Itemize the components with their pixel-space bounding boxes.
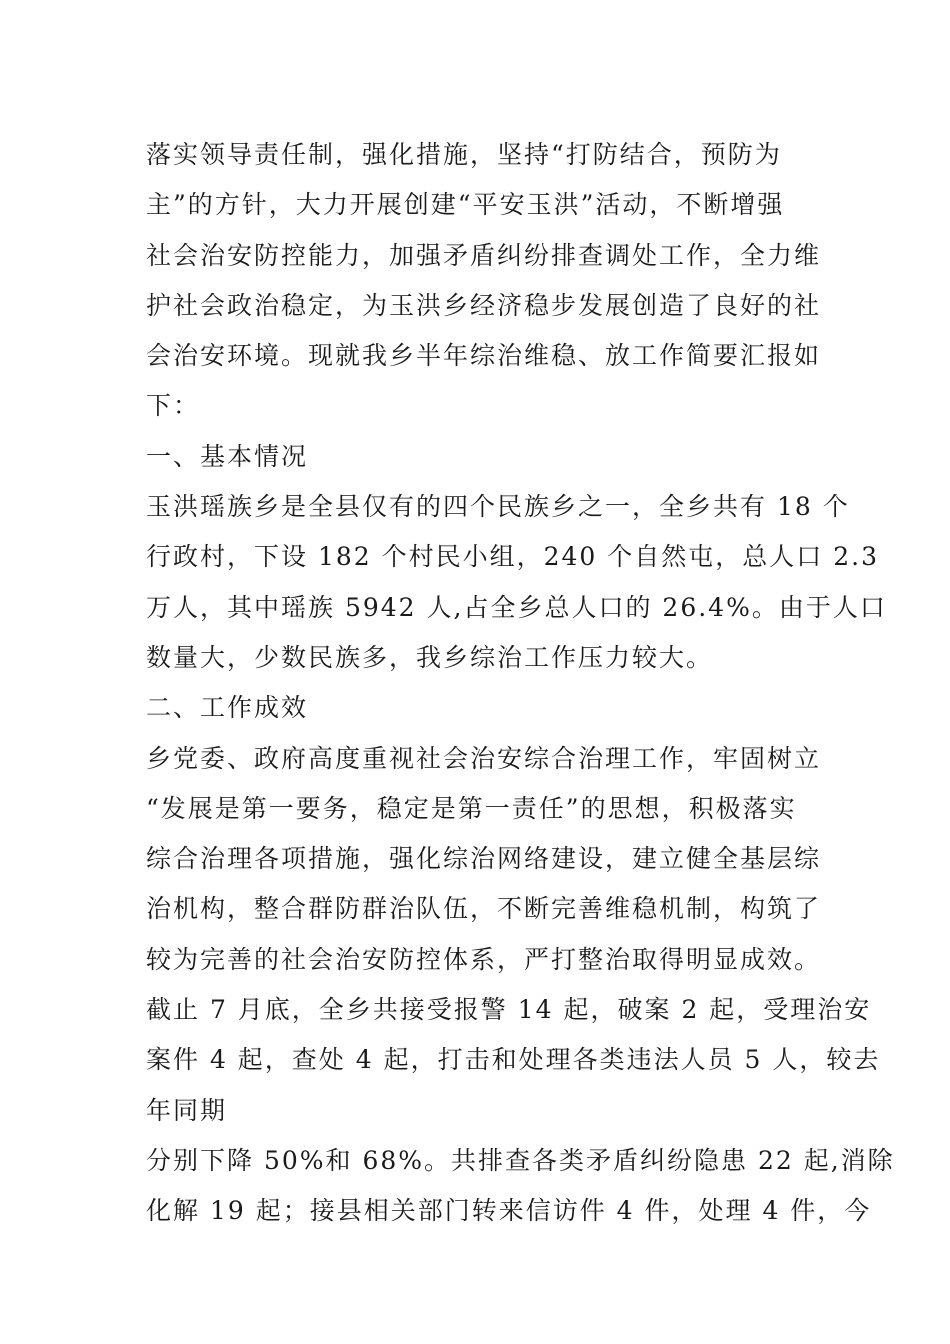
text-line: 下： [146, 391, 201, 421]
text-line: 分别下降 50%和 68%。共排查各类矛盾纠纷隐患 22 起,消除 [146, 1145, 895, 1175]
text-line: “发展是第一要务，稳定是第一责任”的思想，积极落实 [146, 793, 797, 823]
text-line: 行政村，下设 182 个村民小组，240 个自然屯，总人口 2.3 [146, 542, 879, 572]
text-line: 综合治理各项措施，强化综治网络建设，建立健全基层综 [146, 844, 822, 874]
text-line: 案件 4 起，查处 4 起，打击和处理各类违法人员 5 人，较去 [146, 1045, 881, 1075]
text-line: 年同期 [146, 1095, 228, 1125]
text-line: 截止 7 月底，全乡共接受报警 14 起，破案 2 起，受理治安 [146, 995, 872, 1025]
section-heading-work-results: 二、工作成效 [146, 693, 309, 723]
text-line: 万人，其中瑶族 5942 人,占全乡总人口的 26.4%。由于人口 [146, 592, 887, 622]
text-line: 化解 19 起；接县相关部门转来信访件 4 件，处理 4 件，今 [146, 1196, 872, 1226]
section-heading-basic-situation: 一、基本情况 [146, 441, 309, 471]
text-line: 落实领导责任制，强化措施，坚持“打防结合，预防为 [146, 140, 782, 169]
text-line: 社会治安防控能力，加强矛盾纠纷排查调处工作，全力维 [146, 240, 822, 270]
text-line: 数量大，少数民族多，我乡综治工作压力较大。 [146, 642, 714, 672]
text-line: 会治安环境。现就我乡半年综治维稳、放工作简要汇报如 [146, 341, 822, 371]
text-line: 治机构，整合群防群治队伍，不断完善维稳机制，构筑了 [146, 894, 822, 924]
text-line: 玉洪瑶族乡是全县仅有的四个民族乡之一，全乡共有 18 个 [146, 492, 850, 522]
text-line: 乡党委、政府高度重视社会治安综合治理工作，牢固树立 [146, 743, 822, 773]
text-line: 护社会政治稳定，为玉洪乡经济稳步发展创造了良好的社 [146, 290, 822, 320]
text-line: 主”的方针，大力开展创建“平安玉洪”活动，不断增强 [146, 190, 785, 220]
document-body [146, 130, 895, 1237]
text-line: 较为完善的社会治安防控体系，严打整治取得明显成效。 [146, 944, 822, 974]
